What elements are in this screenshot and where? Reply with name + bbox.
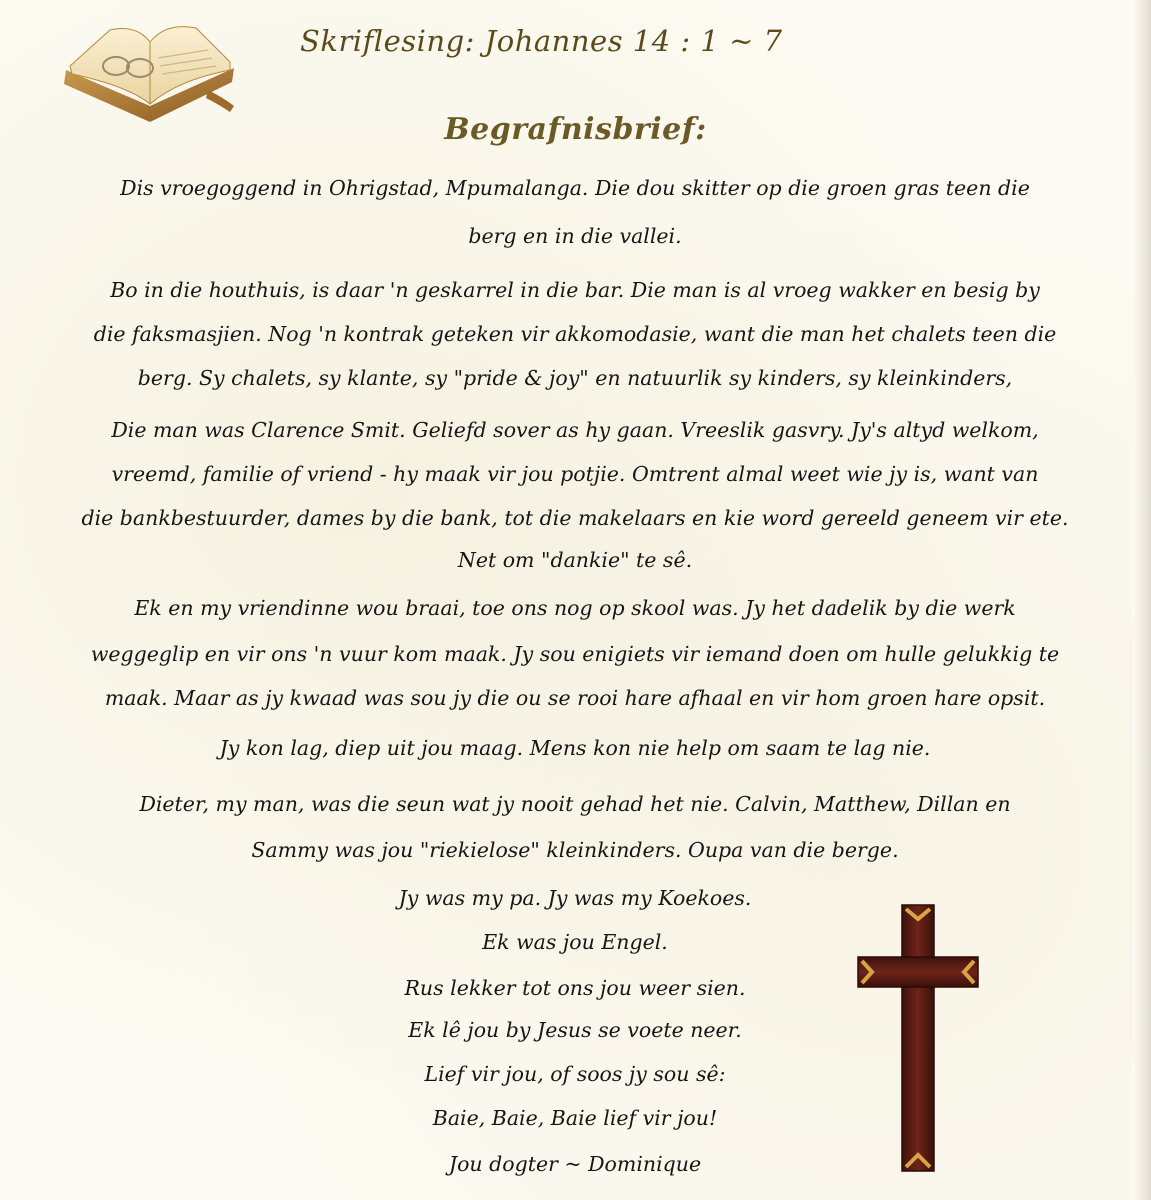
letter-line: die faksmasjien. Nog 'n kontrak geteken vir akkomodasie, want die man het chalets teen die bbox=[93, 322, 1057, 346]
letter-line: Jy kon lag, diep uit jou maag. Mens kon nie help om saam te lag nie. bbox=[219, 736, 931, 760]
letter-line: maak. Maar as jy kwaad was sou jy die ou se rooi hare afhaal en vir hom groen hare opsit. bbox=[104, 686, 1046, 710]
letter-line: Bo in die houthuis, is daar 'n geskarrel in die bar. Die man is al vroeg wakker en besig by bbox=[110, 278, 1040, 302]
letter-line: Dieter, my man, was die seun wat jy nooit gehad het nie. Calvin, Matthew, Dillan en bbox=[139, 792, 1011, 816]
page-title: Begrafnisbrief: bbox=[444, 112, 707, 147]
poem-line: Ek was jou Engel. bbox=[482, 930, 668, 954]
poem-line: Jy was my pa. Jy was my Koekoes. bbox=[398, 886, 752, 910]
letter-line: Die man was Clarence Smit. Geliefd sover as hy gaan. Vreeslik gasvry. Jy's altyd welkom, bbox=[111, 418, 1039, 442]
letter-line: die bankbestuurder, dames by die bank, tot die makelaars en kie word gereeld geneem vir ete. bbox=[81, 506, 1069, 530]
wooden-cross-icon bbox=[856, 903, 980, 1175]
letter-line: Sammy was jou "riekielose" kleinkinders. Oupa van die berge. bbox=[251, 838, 899, 862]
letter-line: Ek en my vriendinne wou braai, toe ons nog op skool was. Jy het dadelik by die werk bbox=[134, 596, 1016, 620]
letter-line: Net om "dankie" te sê. bbox=[457, 548, 693, 572]
letter-line: berg. Sy chalets, sy klante, sy "pride & joy" en natuurlik sy kinders, sy kleinkinders, bbox=[137, 366, 1013, 390]
scripture-heading: Skriflesing: Johannes 14 : 1 ~ 7 bbox=[300, 24, 783, 58]
signature-line: Jou dogter ~ Dominique bbox=[448, 1152, 702, 1176]
letter-line: berg en in die vallei. bbox=[468, 224, 682, 248]
poem-line: Rus lekker tot ons jou weer sien. bbox=[404, 976, 746, 1000]
letter-line: Dis vroegoggend in Ohrigstad, Mpumalanga. Die dou skitter op die groen gras teen die bbox=[120, 176, 1030, 200]
poem-line: Baie, Baie, Baie lief vir jou! bbox=[432, 1106, 718, 1130]
poem-line: Lief vir jou, of soos jy sou sê: bbox=[424, 1062, 726, 1086]
letter-line: vreemd, familie of vriend - hy maak vir jou potjie. Omtrent almal weet wie jy is, want van bbox=[111, 462, 1039, 486]
open-bible-icon bbox=[58, 8, 238, 126]
page-edge-shadow bbox=[1133, 0, 1151, 1200]
poem-line: Ek lê jou by Jesus se voete neer. bbox=[408, 1018, 742, 1042]
letter-line: weggeglip en vir ons 'n vuur kom maak. Jy sou enigiets vir iemand doen om hulle gelukkig te bbox=[90, 642, 1060, 666]
